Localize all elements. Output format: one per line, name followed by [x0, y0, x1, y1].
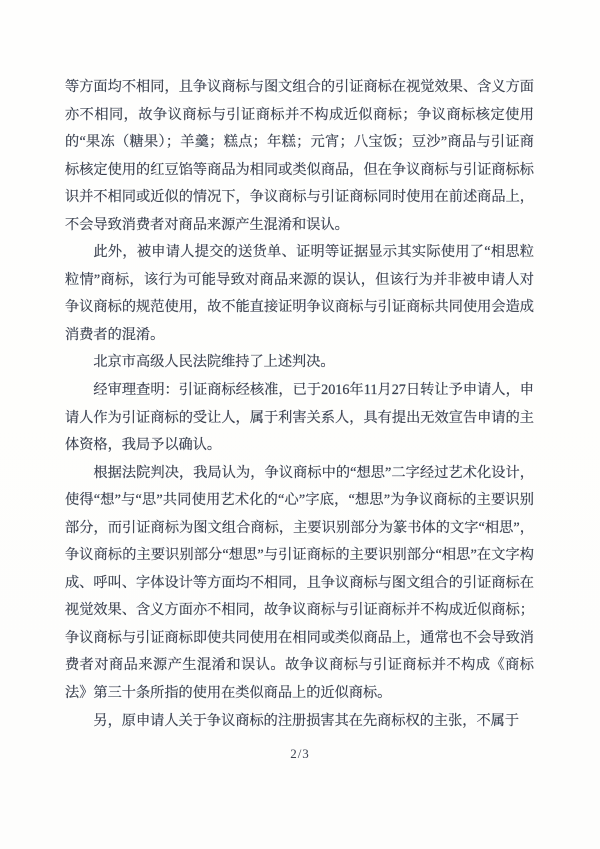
paragraph-court-upheld: 北京市高级人民法院维持了上述判决。 [93, 354, 335, 371]
paragraph-continuation: 等方面均不相同，且争议商标与图文组合的引证商标在视觉效果、含义方面亦不相同，故争议商标与引证商标并不构成近似商标；争议商标核定使用的“果冻（糖果）；羊羹；糕点；年糕；元宵；八宝饭；豆沙”商品与引证商标核定使用的红豆馅等商品为相同或类似商品，但在争议商标与引证商标标识并不相同或近似的情况下，争议商标与引证商标同时使用在前述商品上，不会导致消费者对商品来源产生混淆和误认。 [65, 79, 534, 233]
paragraph-evidence-use: 此外，被申请人提交的送货单、证明等证据显示其实际使用了“相思粒粒情”商标，该行为可能导致对商品来源的误认，但该行为并非被申请人对争议商标的规范使用，故不能直接证明争议商标与引证商标共同使用会造成消费者的混淆。 [65, 244, 534, 343]
paragraph-prior-rights-claim: 另，原申请人关于争议商标的注册损害其在先商标权的主张，不属于 [93, 712, 520, 729]
paragraph-examination-findings: 经审理查明：引证商标经核准，已于2016年11月27日转让予申请人，申请人作为引证商标的受让人，属于利害关系人，具有提出无效宣告申请的主体资格，我局予以确认。 [65, 382, 534, 454]
paragraph-bureau-opinion: 根据法院判决，我局认为，争议商标中的“想思”二字经过艺术化设计，使得“想”与“思”共同使用艺术化的“心”字底，“想思”为争议商标的主要识别部分，而引证商标为图文组合商标，主要识别部分为篆书体的文字“相思”，争议商标的主要识别部分“想思”与引证商标的主要识别部分“相思”在文字构成、呼叫、字体设计等方面均不相同，且争议商标与图文组合的引证商标在视觉效果、含义方面亦不相同，故争议商标与引证商标并不构成近似商标；争议商标与引证商标即使共同使用在相同或类似商品上，通常也不会导致消费者对商品来源产生混淆和误认。故争议商标与引证商标并不构成《商标法》第三十条所指的使用在类似商品上的近似商标。 [65, 464, 534, 702]
page-number: 2/3 [290, 746, 310, 761]
document-body [65, 74, 534, 735]
